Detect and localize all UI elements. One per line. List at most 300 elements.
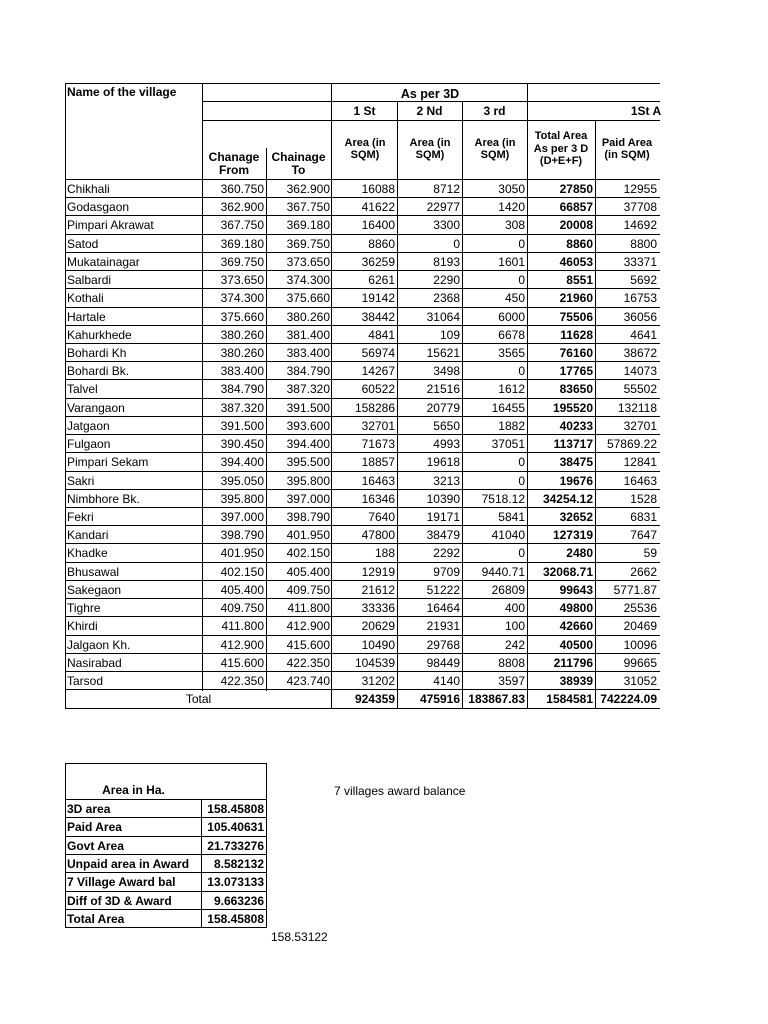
cell-area-f: 5841	[498, 509, 525, 524]
cell-area-f: 7518.12	[481, 491, 525, 506]
cell-village: Fulgaon	[67, 437, 111, 452]
cell-area-d: 188	[374, 546, 395, 561]
cell-area-d: 36259	[361, 254, 395, 269]
cell-village: Chikhali	[67, 182, 110, 196]
cell-area-f: 0	[518, 236, 525, 251]
cell-area-e: 29768	[426, 637, 460, 652]
cell-paid-area: 5692	[630, 273, 657, 288]
cell-chainage-from: 362.900	[220, 200, 264, 215]
grid-line	[65, 616, 660, 617]
cell-total-area: 76160	[559, 345, 593, 360]
header-total-area: Total Area As per 3 D (D+E+F)	[533, 130, 589, 167]
cell-area-e: 9709	[433, 564, 460, 579]
grid-line	[65, 452, 660, 453]
cell-village: Kothali	[67, 291, 104, 306]
cell-paid-area: 37708	[623, 200, 657, 215]
cell-area-e: 5650	[433, 418, 460, 433]
header-chainage-to: Chainage To	[271, 151, 326, 177]
cell-area-f: 16455	[491, 400, 525, 415]
total-area-f: 183867.83	[468, 692, 525, 706]
cell-area-f: 41040	[491, 528, 525, 543]
header-area-e: Area (in SQM)	[409, 137, 451, 161]
cell-village: Tighre	[67, 601, 101, 616]
cell-total-area: 75506	[559, 309, 593, 324]
cell-paid-area: 7647	[630, 528, 657, 543]
cell-area-d: 21612	[361, 582, 395, 597]
note-7-villages: 7 villages award balance	[334, 784, 466, 798]
cell-area-f: 242	[504, 637, 525, 652]
cell-total-area: 11628	[560, 327, 593, 342]
cell-total-area: 66857	[559, 200, 593, 215]
cell-area-f: 1612	[498, 382, 525, 397]
cell-area-f: 3565	[498, 345, 525, 360]
cell-area-e: 19171	[426, 509, 460, 524]
cell-total-area: 21960	[559, 291, 593, 306]
cell-area-d: 60522	[361, 382, 395, 397]
summary-label: 3D area	[67, 802, 111, 816]
cell-area-e: 2368	[433, 291, 460, 306]
cell-chainage-from: 383.400	[220, 364, 264, 379]
grid-line	[65, 379, 660, 380]
grid-line	[65, 434, 660, 435]
cell-area-d: 47800	[361, 528, 395, 543]
cell-area-d: 6261	[368, 273, 395, 288]
cell-total-area: 49800	[559, 601, 593, 616]
cell-chainage-to: 369.750	[286, 236, 330, 251]
cell-area-f: 1420	[498, 200, 525, 215]
cell-total-area: 99643	[559, 582, 593, 597]
grid-line	[595, 120, 596, 709]
cell-area-e: 10390	[426, 491, 460, 506]
cell-paid-area: 5771.87	[613, 582, 657, 597]
cell-village: Talvel	[67, 382, 98, 397]
cell-total-area: 40500	[559, 637, 593, 652]
cell-paid-area: 2662	[630, 564, 657, 579]
total-area-d: 924359	[354, 692, 395, 706]
cell-chainage-to: 387.320	[286, 382, 330, 397]
cell-paid-area: 99665	[623, 655, 657, 670]
cell-area-e: 16464	[426, 601, 460, 616]
cell-area-d: 14267	[361, 364, 395, 379]
cell-chainage-to: 395.800	[286, 473, 330, 488]
cell-chainage-from: 401.950	[220, 546, 264, 561]
cell-area-d: 4841	[368, 327, 395, 342]
cell-chainage-to: 394.400	[286, 437, 330, 452]
cell-chainage-from: 373.650	[220, 273, 264, 288]
grid-line	[65, 817, 267, 818]
grid-line	[65, 598, 660, 599]
cell-village: Kahurkhede	[67, 327, 132, 342]
cell-area-e: 38479	[426, 528, 460, 543]
cell-area-e: 2290	[433, 273, 460, 288]
grid-line	[397, 101, 398, 709]
grid-line	[65, 489, 660, 490]
cell-chainage-to: 374.300	[286, 273, 330, 288]
cell-area-f: 26809	[491, 582, 525, 597]
cell-area-d: 31202	[361, 673, 395, 688]
total-area-e: 475916	[419, 692, 460, 706]
cell-paid-area: 12955	[623, 182, 657, 196]
grid-line	[65, 708, 660, 709]
cell-total-area: 211796	[553, 655, 593, 670]
cell-area-f: 1601	[498, 254, 525, 269]
grid-line	[65, 763, 267, 764]
header-as-per-3d: As per 3D	[400, 87, 460, 101]
grid-line	[65, 325, 660, 326]
cell-total-area: 113717	[553, 437, 593, 452]
grid-line	[65, 471, 660, 472]
summary-value: 13.073133	[207, 875, 264, 890]
cell-village: Khadke	[67, 546, 108, 561]
cell-chainage-from: 415.600	[220, 655, 264, 670]
cell-total-area: 38939	[559, 673, 593, 688]
cell-area-e: 20779	[426, 400, 460, 415]
cell-area-e: 98449	[426, 655, 460, 670]
cell-area-d: 20629	[361, 619, 395, 634]
grid-line	[202, 101, 660, 102]
cell-total-area: 32652	[559, 509, 593, 524]
cell-area-e: 51222	[426, 582, 460, 597]
summary-value: 21.733276	[207, 838, 264, 853]
cell-chainage-from: 380.260	[220, 327, 264, 342]
cell-village: Jalgaon Kh.	[67, 637, 131, 652]
cell-area-f: 3597	[498, 673, 525, 688]
cell-area-e: 22977	[426, 200, 460, 215]
cell-village: Nasirabad	[67, 655, 122, 670]
grid-line	[65, 836, 267, 837]
cell-total-area: 17765	[559, 364, 593, 379]
grid-line	[65, 891, 267, 892]
cell-area-f: 6678	[498, 327, 525, 342]
header-3rd: 3 rd	[483, 104, 506, 118]
cell-village: Khirdi	[67, 619, 98, 634]
cell-paid-area: 57869.22	[606, 437, 657, 452]
cell-area-d: 10490	[361, 637, 395, 652]
cell-area-e: 3498	[433, 364, 460, 379]
cell-chainage-to: 369.180	[286, 218, 330, 233]
grid-line	[65, 234, 660, 235]
header-1st-a: 1St A	[630, 104, 662, 118]
cell-area-e: 0	[453, 236, 460, 251]
cell-total-area: 8551	[566, 273, 593, 288]
cell-area-f: 1882	[498, 418, 525, 433]
cell-area-f: 308	[504, 218, 525, 233]
cell-chainage-from: 412.900	[220, 637, 264, 652]
grid-line	[65, 763, 66, 928]
cell-area-f: 400	[504, 601, 525, 616]
cell-area-f: 8808	[498, 655, 525, 670]
cell-chainage-to: 405.400	[286, 564, 330, 579]
cell-area-e: 3300	[433, 218, 460, 233]
cell-area-f: 0	[518, 455, 525, 470]
cell-paid-area: 132118	[617, 400, 657, 415]
grid-line	[65, 507, 660, 508]
cell-chainage-to: 412.900	[286, 619, 330, 634]
cell-area-f: 0	[518, 273, 525, 288]
cell-area-d: 56974	[361, 345, 395, 360]
cell-total-area: 32068.71	[542, 564, 593, 579]
grid-line	[65, 927, 267, 928]
grid-line	[65, 854, 267, 855]
grid-line	[65, 83, 660, 84]
cell-chainage-from: 395.800	[220, 491, 264, 506]
cell-village: Bhusawal	[67, 564, 120, 579]
cell-paid-area: 31052	[623, 673, 657, 688]
cell-village: Nimbhore Bk.	[67, 491, 140, 506]
cell-paid-area: 14073	[623, 364, 657, 379]
cell-chainage-from: 397.000	[220, 509, 264, 524]
summary-label: 7 Village Award bal	[67, 875, 176, 890]
cell-chainage-to: 375.660	[286, 291, 330, 306]
grid-line	[65, 197, 660, 198]
grid-line	[65, 799, 267, 800]
cell-chainage-from: 380.260	[220, 345, 264, 360]
cell-area-f: 450	[504, 291, 525, 306]
cell-village: Pimpari Akrawat	[67, 218, 154, 233]
cell-area-e: 31064	[426, 309, 460, 324]
grid-line	[331, 83, 332, 709]
grid-line	[266, 179, 267, 691]
cell-village: Mukatainagar	[67, 254, 140, 269]
cell-paid-area: 10096	[623, 637, 657, 652]
cell-area-d: 18857	[361, 455, 395, 470]
cell-village: Fekri	[67, 509, 94, 524]
cell-area-f: 0	[518, 546, 525, 561]
cell-chainage-from: 387.320	[220, 400, 264, 415]
cell-paid-area: 6831	[630, 509, 657, 524]
cell-area-e: 8712	[433, 182, 460, 196]
cell-total-area: 42660	[559, 619, 593, 634]
grid-line	[65, 671, 660, 672]
cell-area-d: 158286	[354, 400, 395, 415]
cell-area-d: 32701	[361, 418, 395, 433]
cell-chainage-to: 397.000	[286, 491, 330, 506]
summary-label: Paid Area	[67, 820, 122, 835]
cell-chainage-to: 415.600	[286, 637, 330, 652]
cell-paid-area: 16753	[623, 291, 657, 306]
cell-paid-area: 16463	[623, 473, 657, 488]
summary-label: Diff of 3D & Award	[67, 893, 172, 908]
summary-value: 8.582132	[213, 856, 264, 871]
grid-line	[65, 543, 660, 544]
grid-line	[527, 83, 528, 709]
cell-chainage-to: 393.600	[286, 418, 330, 433]
cell-chainage-to: 411.800	[287, 601, 330, 616]
cell-area-f: 100	[504, 619, 525, 634]
cell-paid-area: 36056	[623, 309, 657, 324]
cell-area-e: 3213	[433, 473, 460, 488]
total-area-total: 1584581	[546, 692, 593, 706]
header-area-d: Area (in SQM)	[344, 137, 386, 161]
cell-area-d: 71673	[361, 437, 395, 452]
cell-chainage-from: 384.790	[220, 382, 264, 397]
cell-chainage-from: 398.790	[220, 528, 264, 543]
grid-line	[65, 215, 660, 216]
cell-area-e: 19618	[426, 455, 460, 470]
cell-area-e: 4140	[433, 673, 460, 688]
cell-area-d: 38442	[361, 309, 395, 324]
grid-line	[65, 307, 660, 308]
summary-value: 158.45808	[207, 802, 264, 816]
grid-line	[65, 580, 660, 581]
grid-line	[65, 689, 660, 690]
cell-area-d: 16346	[361, 491, 395, 506]
total-label: Total	[185, 692, 212, 706]
cell-chainage-from: 374.300	[220, 291, 264, 306]
grid-line	[266, 763, 267, 928]
cell-paid-area: 32701	[623, 418, 657, 433]
cell-chainage-from: 390.450	[220, 437, 264, 452]
cell-chainage-from: 409.750	[220, 601, 264, 616]
cell-village: Sakri	[67, 473, 95, 488]
cell-area-e: 4993	[433, 437, 460, 452]
cell-chainage-from: 367.750	[220, 218, 264, 233]
cell-chainage-to: 395.500	[286, 455, 330, 470]
summary-title: Area in Ha.	[102, 783, 165, 797]
header-chainage-from: Chanage From	[208, 151, 260, 177]
grid-line	[65, 416, 660, 417]
cell-total-area: 127319	[552, 528, 593, 543]
cell-area-e: 21931	[426, 619, 460, 634]
cell-village: Godasgaon	[67, 200, 130, 215]
grid-line	[65, 83, 66, 709]
grid-line	[202, 120, 660, 121]
summary-label: Govt Area	[67, 838, 124, 853]
summary-label: Unpaid area in Award	[67, 856, 190, 871]
cell-chainage-to: 409.750	[286, 582, 330, 597]
cell-paid-area: 25536	[623, 601, 657, 616]
cell-village: Pimpari Sekam	[67, 455, 149, 470]
grid-line	[65, 398, 660, 399]
cell-area-f: 6000	[498, 309, 525, 324]
grid-line	[266, 148, 267, 180]
cell-area-f: 0	[518, 364, 525, 379]
cell-chainage-from: 369.180	[220, 236, 264, 251]
cell-chainage-to: 398.790	[286, 509, 330, 524]
cell-total-area: 27850	[559, 182, 593, 196]
cell-area-d: 16463	[361, 473, 395, 488]
cell-village: Tarsod	[67, 673, 104, 688]
header-village-name: Name of the village	[67, 85, 177, 99]
summary-value: 9.663236	[213, 893, 264, 908]
cell-chainage-from: 394.400	[220, 455, 264, 470]
cell-chainage-from: 395.050	[220, 473, 264, 488]
cell-area-e: 8193	[433, 254, 460, 269]
grid-line	[65, 270, 660, 271]
cell-area-d: 19142	[361, 291, 395, 306]
cell-village: Bohardi Bk.	[67, 364, 130, 379]
cell-chainage-from: 411.800	[221, 619, 264, 634]
cell-paid-area: 14692	[623, 218, 657, 233]
grid-line	[65, 252, 660, 253]
grid-line	[202, 83, 203, 180]
cell-chainage-to: 383.400	[286, 345, 330, 360]
cell-total-area: 83650	[559, 382, 593, 397]
cell-area-e: 15621	[426, 345, 460, 360]
cell-village: Varangaon	[67, 400, 125, 415]
grid-line	[65, 872, 267, 873]
cell-chainage-to: 423.740	[286, 673, 330, 688]
cell-total-area: 38475	[559, 455, 593, 470]
cell-area-d: 104539	[354, 655, 395, 670]
grid-line	[65, 361, 660, 362]
total-area-paid: 742224.09	[600, 692, 657, 706]
grid-line	[65, 525, 660, 526]
cell-chainage-to: 380.260	[286, 309, 330, 324]
cell-area-f: 0	[518, 473, 525, 488]
cell-area-e: 109	[439, 327, 460, 342]
cell-chainage-from: 405.400	[220, 582, 264, 597]
header-1st: 1 St	[353, 104, 376, 118]
cell-area-d: 16400	[361, 218, 395, 233]
cell-total-area: 8860	[566, 236, 593, 251]
cell-chainage-from: 369.750	[220, 254, 264, 269]
cell-village: Kandari	[67, 528, 109, 543]
cell-chainage-to: 401.950	[286, 528, 330, 543]
header-paid-area: Paid Area (in SQM)	[601, 137, 653, 161]
cell-paid-area: 12841	[623, 455, 657, 470]
cell-area-f: 37051	[491, 437, 525, 452]
cell-total-area: 2480	[566, 546, 593, 561]
cell-total-area: 40233	[559, 418, 593, 433]
grid-line	[65, 179, 660, 180]
grid-line	[65, 562, 660, 563]
summary-label: Total Area	[67, 911, 125, 926]
cell-chainage-to: 422.350	[286, 655, 330, 670]
grid-line	[65, 635, 660, 636]
grid-line	[65, 288, 660, 289]
grid-line	[65, 653, 660, 654]
header-2nd: 2 Nd	[416, 104, 443, 118]
cell-paid-area: 55502	[623, 382, 657, 397]
cell-area-e: 2292	[433, 546, 460, 561]
cell-total-area: 19676	[559, 473, 593, 488]
cell-chainage-from: 402.150	[220, 564, 264, 579]
grid-line	[65, 343, 660, 344]
cell-chainage-from: 391.500	[220, 418, 264, 433]
header-area-f: Area (in SQM)	[474, 137, 516, 161]
cell-total-area: 46053	[559, 254, 593, 269]
grid-line	[201, 799, 202, 928]
cell-village: Sakegaon	[67, 582, 122, 597]
cell-area-d: 8860	[368, 236, 395, 251]
cell-chainage-from: 360.750	[220, 182, 264, 196]
cell-village: Salbardi	[67, 273, 112, 288]
cell-area-f: 9440.71	[481, 564, 525, 579]
cell-chainage-to: 391.500	[286, 400, 330, 415]
cell-total-area: 20008	[559, 218, 593, 233]
cell-area-d: 12919	[361, 564, 395, 579]
cell-paid-area: 59	[643, 546, 657, 561]
summary-below-value: 158.53122	[271, 930, 328, 944]
cell-area-e: 21516	[426, 382, 460, 397]
cell-area-f: 3050	[498, 182, 525, 196]
cell-area-d: 33336	[361, 601, 395, 616]
cell-paid-area: 20469	[623, 619, 657, 634]
cell-area-d: 41622	[361, 200, 395, 215]
cell-chainage-to: 373.650	[286, 254, 330, 269]
cell-chainage-to: 381.400	[286, 327, 330, 342]
cell-paid-area: 1528	[630, 491, 657, 506]
cell-chainage-to: 367.750	[286, 200, 330, 215]
summary-value: 105.40631	[207, 820, 264, 835]
cell-chainage-to: 402.150	[286, 546, 330, 561]
cell-chainage-to: 362.900	[286, 182, 330, 196]
cell-village: Satod	[67, 236, 99, 251]
cell-total-area: 34254.12	[542, 491, 593, 506]
cell-village: Bohardi Kh	[67, 345, 127, 360]
cell-chainage-to: 384.790	[286, 364, 330, 379]
